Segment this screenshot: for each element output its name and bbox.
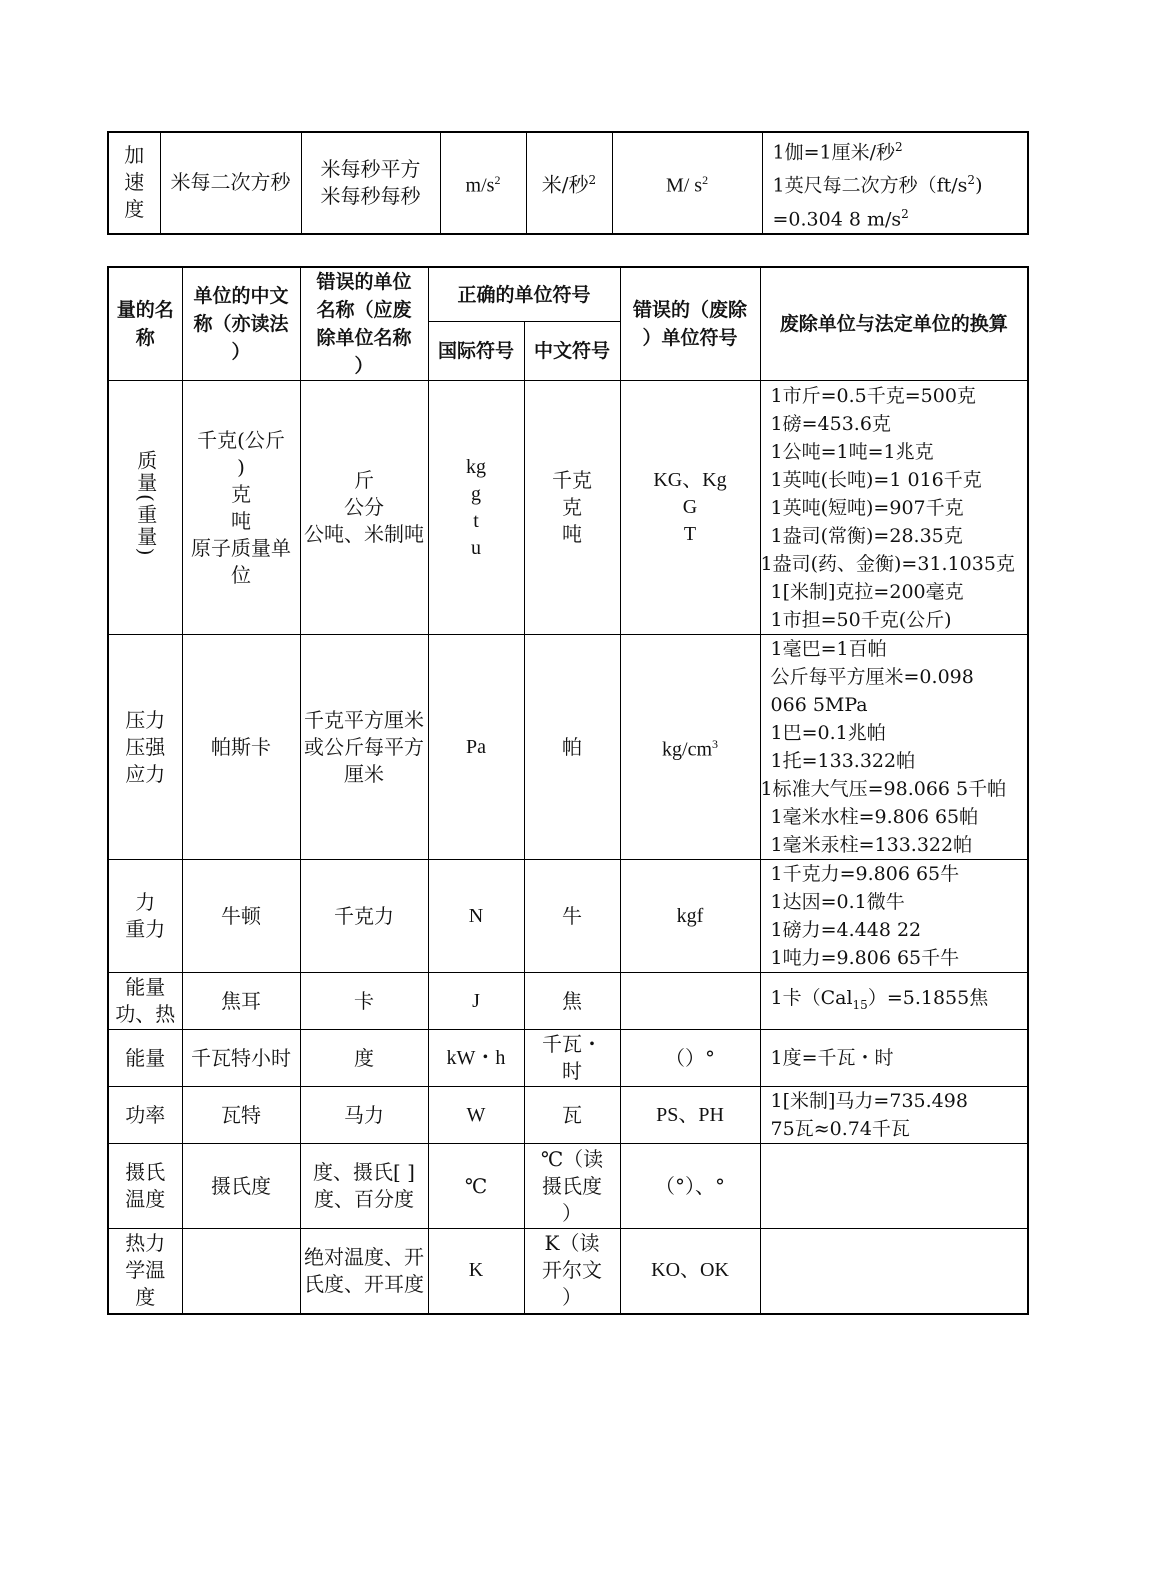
header-wrong-name xyxy=(300,267,428,381)
header-conversion: 废除单位与法定单位的换算 xyxy=(760,267,1028,381)
cell-conversion xyxy=(760,1144,1028,1229)
cell-wrong-name xyxy=(301,132,440,234)
conversion-line: 1英吨(长吨)=1 016千克 xyxy=(770,468,982,491)
conversion-line: 066 5MPa xyxy=(770,694,868,716)
conversion-line: 1毫巴=1百帕 xyxy=(770,638,887,660)
cn-symbol-line: 千瓦・ xyxy=(542,1032,602,1056)
cn-symbol-line: 摄氏度 xyxy=(542,1173,602,1198)
wrong-name-line: 绝对温度、开 xyxy=(304,1244,424,1269)
conversion-line: 1吨力=9.806 65千牛 xyxy=(770,947,960,969)
header-line: 错误的（废除 xyxy=(633,299,748,321)
cn-symbol-line: ℃（读 xyxy=(540,1146,604,1171)
cell-wrong-symbol: KO、OK xyxy=(620,1229,760,1314)
wrong-name-line: 千克平方厘米 xyxy=(304,707,424,732)
conv-sub: 15 xyxy=(852,997,868,1012)
header-line: ） xyxy=(231,341,251,363)
cell-conversion xyxy=(760,381,1028,635)
cell-intl-symbol: W xyxy=(428,1087,524,1144)
quantity-line: 度 xyxy=(135,1285,156,1310)
cell-cn-name: 牛顿 xyxy=(182,860,300,973)
header-intl-symbol: 国际符号 xyxy=(428,322,524,381)
conversion-line: 1盎司(药、金衡)=31.1035克 xyxy=(760,552,1015,575)
cell-conversion xyxy=(760,1229,1028,1314)
quantity-line: 压力 xyxy=(125,707,166,732)
cell-wrong-name xyxy=(300,635,428,860)
intl-symbol-line: g xyxy=(471,482,481,505)
intl-symbol-line: kg xyxy=(466,455,486,478)
cell-cn-symbol xyxy=(524,1144,620,1229)
quantity-vertical: 质量(重量) xyxy=(133,450,158,558)
wrong-name-line: 厘米 xyxy=(344,761,384,786)
cell-wrong-name xyxy=(300,1229,428,1314)
conversion-line: 1盎司(常衡)=28.35克 xyxy=(770,524,963,547)
quantity-line: 功、热 xyxy=(115,1002,176,1026)
cell-cn-symbol: 牛 xyxy=(524,860,620,973)
cell-wrong-name: 卡 xyxy=(300,973,428,1030)
cell-wrong-symbol: PS、PH xyxy=(620,1087,760,1144)
cell-conversion xyxy=(760,635,1028,860)
quantity-line: 速 xyxy=(124,170,145,195)
conversion-line: 1巴=0.1兆帕 xyxy=(770,722,886,744)
cell-wrong-name xyxy=(300,381,428,635)
wrong-name-line: 米每秒平方 xyxy=(320,156,421,181)
conversion-line: 1市担=50千克(公斤) xyxy=(770,608,952,631)
conversion-line: 1托=133.322帕 xyxy=(770,750,916,772)
table-row-force xyxy=(108,860,1028,973)
cell-quantity xyxy=(108,1229,182,1314)
cell-cn-symbol xyxy=(524,1030,620,1087)
conversion-line: 1[米制]克拉=200毫克 xyxy=(770,580,964,603)
table-row-mass xyxy=(108,381,1028,635)
cn-name-line: 吨 xyxy=(231,508,251,533)
cell-wrong-symbol xyxy=(620,381,760,635)
cell-intl-symbol: K xyxy=(428,1229,524,1314)
table-row-celsius xyxy=(108,1144,1028,1229)
quantity-line: 重力 xyxy=(125,917,166,941)
wrong-name-line: 或公斤每平方 xyxy=(304,734,424,759)
cell-cn-name: 千瓦特小时 xyxy=(182,1030,300,1087)
intl-symbol: m/s xyxy=(465,174,495,197)
quantity-line: 热力 xyxy=(125,1231,166,1256)
cell-cn-name: 瓦特 xyxy=(182,1087,300,1144)
cn-name-line: 位 xyxy=(231,562,251,587)
conversion-line: 75瓦≈0.74千瓦 xyxy=(770,1118,910,1140)
cell-intl-symbol xyxy=(428,381,524,635)
cell-quantity xyxy=(108,860,182,973)
cn-symbol-line: K（读 xyxy=(544,1231,600,1256)
table-row-thermodynamic xyxy=(108,1229,1028,1314)
cell-wrong-name: 千克力 xyxy=(300,860,428,973)
wrong-name-line: 公吨、米制吨 xyxy=(304,522,424,546)
cell-quantity xyxy=(108,973,182,1030)
wrong-name-line: 度、摄氏[ ] xyxy=(313,1160,415,1184)
cell-cn-name: 焦耳 xyxy=(182,973,300,1030)
cell-wrong-name xyxy=(300,1144,428,1229)
cell-wrong-symbol: （°）、° xyxy=(620,1144,760,1229)
cell-cn-symbol: 焦 xyxy=(524,973,620,1030)
cell-intl-symbol: Pa xyxy=(428,635,524,860)
header-line: 错误的单位 xyxy=(316,271,412,293)
cell-cn-symbol xyxy=(526,132,612,234)
cell-quantity: 功率 xyxy=(108,1087,182,1144)
conversion-line xyxy=(773,200,1028,233)
conversion-line: 1标准大气压=98.066 5千帕 xyxy=(760,778,1007,800)
conversion-line: 1磅力=4.448 22 xyxy=(770,919,922,941)
wrong-symbol: M/ s xyxy=(665,174,703,197)
conv-exp: 2 xyxy=(901,206,909,221)
conversion-line: 1英吨(短吨)=907千克 xyxy=(770,496,964,519)
header-correct-symbol: 正确的单位符号 xyxy=(428,267,620,322)
cell-wrong-symbol xyxy=(612,132,762,234)
conv-text: ）=5.1855焦 xyxy=(867,986,989,1009)
conversion-line: 1市斤=0.5千克=500克 xyxy=(770,384,976,407)
header-line: 量的名 xyxy=(116,299,174,321)
header-cn-symbol: 中文符号 xyxy=(524,322,620,381)
cell-wrong-symbol xyxy=(620,635,760,860)
header-line: 除单位名称 xyxy=(316,327,412,349)
wrong-name-line: 度、百分度 xyxy=(314,1187,414,1211)
conversion-line: 1公吨=1吨=1兆克 xyxy=(770,440,934,463)
cell-intl-symbol: J xyxy=(428,973,524,1030)
cell-cn-symbol: 瓦 xyxy=(524,1087,620,1144)
cell-cn-symbol xyxy=(524,1229,620,1314)
header-line: 称 xyxy=(135,327,155,349)
cn-name-line: ) xyxy=(237,454,245,479)
conversion-line: 1千克力=9.806 65牛 xyxy=(770,863,960,885)
cell-cn-name xyxy=(182,1229,300,1314)
table-row-pressure xyxy=(108,635,1028,860)
cell-wrong-symbol: kgf xyxy=(620,860,760,973)
table-row-acceleration xyxy=(108,132,1028,234)
conversion-line: 1达因=0.1微牛 xyxy=(770,891,905,913)
cn-symbol-line: ） xyxy=(562,1200,582,1225)
quantity-line: 能量 xyxy=(125,975,166,999)
conversion-line: 公斤每平方厘米=0.098 xyxy=(770,666,974,688)
cell-quantity xyxy=(108,132,160,234)
wrong-symbol-exp: 3 xyxy=(712,736,719,751)
wrong-symbol-line: T xyxy=(683,523,697,545)
cell-conversion xyxy=(762,132,1028,234)
cell-cn-symbol xyxy=(524,381,620,635)
header-quantity xyxy=(108,267,182,381)
header-row xyxy=(108,267,1028,322)
cell-quantity: 能量 xyxy=(108,1030,182,1087)
wrong-symbol: kg/cm xyxy=(662,738,713,761)
header-line: ） xyxy=(354,355,374,377)
quantity-line: 压强 xyxy=(125,734,166,759)
cell-intl-symbol: N xyxy=(428,860,524,973)
conversion-line xyxy=(773,133,1028,166)
acceleration-table xyxy=(107,131,1029,235)
cell-intl-symbol xyxy=(440,132,526,234)
quantity-line: 加 xyxy=(124,143,145,168)
cell-wrong-symbol xyxy=(620,973,760,1030)
conv-text: 1卡（Cal xyxy=(770,986,853,1009)
cell-cn-name: 摄氏度 xyxy=(182,1144,300,1229)
cell-quantity xyxy=(108,635,182,860)
wrong-name-line: 氏度、开耳度 xyxy=(304,1271,424,1296)
cell-wrong-symbol: （）° xyxy=(620,1030,760,1087)
conversion-line: 1毫米汞柱=133.322帕 xyxy=(770,834,973,856)
header-line: 名称（应废 xyxy=(316,299,412,321)
cn-symbol-line: 千克 xyxy=(552,468,592,492)
cell-cn-name: 帕斯卡 xyxy=(182,635,300,860)
wrong-symbol-exp: 2 xyxy=(702,172,709,187)
conversion-line: 1毫米水柱=9.806 65帕 xyxy=(770,806,979,828)
quantity-line: 学温 xyxy=(125,1258,166,1283)
conversion-line: 1磅=453.6克 xyxy=(770,412,891,435)
conversion-line xyxy=(773,166,1028,199)
wrong-name-line: 斤 xyxy=(354,468,374,492)
header-line: ）单位符号 xyxy=(642,327,738,349)
quantity-line: 温度 xyxy=(125,1187,166,1211)
cell-cn-symbol: 帕 xyxy=(524,635,620,860)
intl-symbol-exp: 2 xyxy=(494,172,501,187)
units-table xyxy=(107,266,1029,1315)
cn-symbol-exp: 2 xyxy=(588,173,597,188)
conversion-line: 1[米制]马力=735.498 xyxy=(770,1090,968,1112)
cn-symbol-line: ） xyxy=(562,1285,582,1310)
wrong-symbol-line: G xyxy=(682,496,698,518)
cn-symbol-line: 开尔文 xyxy=(542,1258,602,1283)
conv-text: ) xyxy=(975,174,983,197)
quantity-line: 力 xyxy=(135,890,156,914)
cn-symbol-line: 吨 xyxy=(562,522,582,546)
conv-text: =0.304 8 m/s xyxy=(772,207,902,230)
header-line: 单位的中文 xyxy=(193,285,289,307)
wrong-name-line: 米每秒每秒 xyxy=(320,183,421,208)
cell-quantity xyxy=(108,381,182,635)
cell-wrong-name: 度 xyxy=(300,1030,428,1087)
cn-name-line: 千克(公斤 xyxy=(197,427,285,452)
cell-wrong-name: 马力 xyxy=(300,1087,428,1144)
quantity-line: 度 xyxy=(124,197,145,222)
cn-symbol: 米/秒 xyxy=(541,172,589,197)
cn-symbol-line: 克 xyxy=(562,495,582,519)
wrong-symbol-line: KG、Kg xyxy=(653,469,727,491)
cn-symbol-line: 时 xyxy=(562,1059,582,1083)
cell-quantity xyxy=(108,1144,182,1229)
cell-intl-symbol: kW・h xyxy=(428,1030,524,1087)
cell-intl-symbol: ℃ xyxy=(428,1144,524,1229)
intl-symbol-line: t xyxy=(473,509,479,532)
header-wrong-symbol xyxy=(620,267,760,381)
header-cn-name xyxy=(182,267,300,381)
wrong-name-line: 公分 xyxy=(344,495,384,519)
cell-cn-name xyxy=(182,381,300,635)
cell-conversion xyxy=(760,1087,1028,1144)
cn-name-line: 原子质量单 xyxy=(191,535,291,560)
header-line: 称（亦读法 xyxy=(193,313,289,335)
cell-cn-name: 米每二次方秒 xyxy=(160,132,301,234)
cell-conversion: 1度=千瓦・时 xyxy=(760,1030,1028,1087)
table-row-energy-work xyxy=(108,973,1028,1030)
intl-symbol-line: u xyxy=(471,536,481,559)
conv-text: 1英尺每二次方秒（ft/s xyxy=(772,174,968,197)
cell-conversion xyxy=(760,973,1028,1030)
table-row-energy xyxy=(108,1030,1028,1087)
conv-exp: 2 xyxy=(895,140,903,154)
cn-name-line: 克 xyxy=(231,481,251,506)
conv-text: 1伽=1厘米/秒 xyxy=(772,141,895,164)
quantity-line: 摄氏 xyxy=(125,1160,166,1184)
table-row-power xyxy=(108,1087,1028,1144)
conv-exp: 2 xyxy=(967,173,976,188)
quantity-line: 应力 xyxy=(125,761,166,786)
cell-conversion xyxy=(760,860,1028,973)
